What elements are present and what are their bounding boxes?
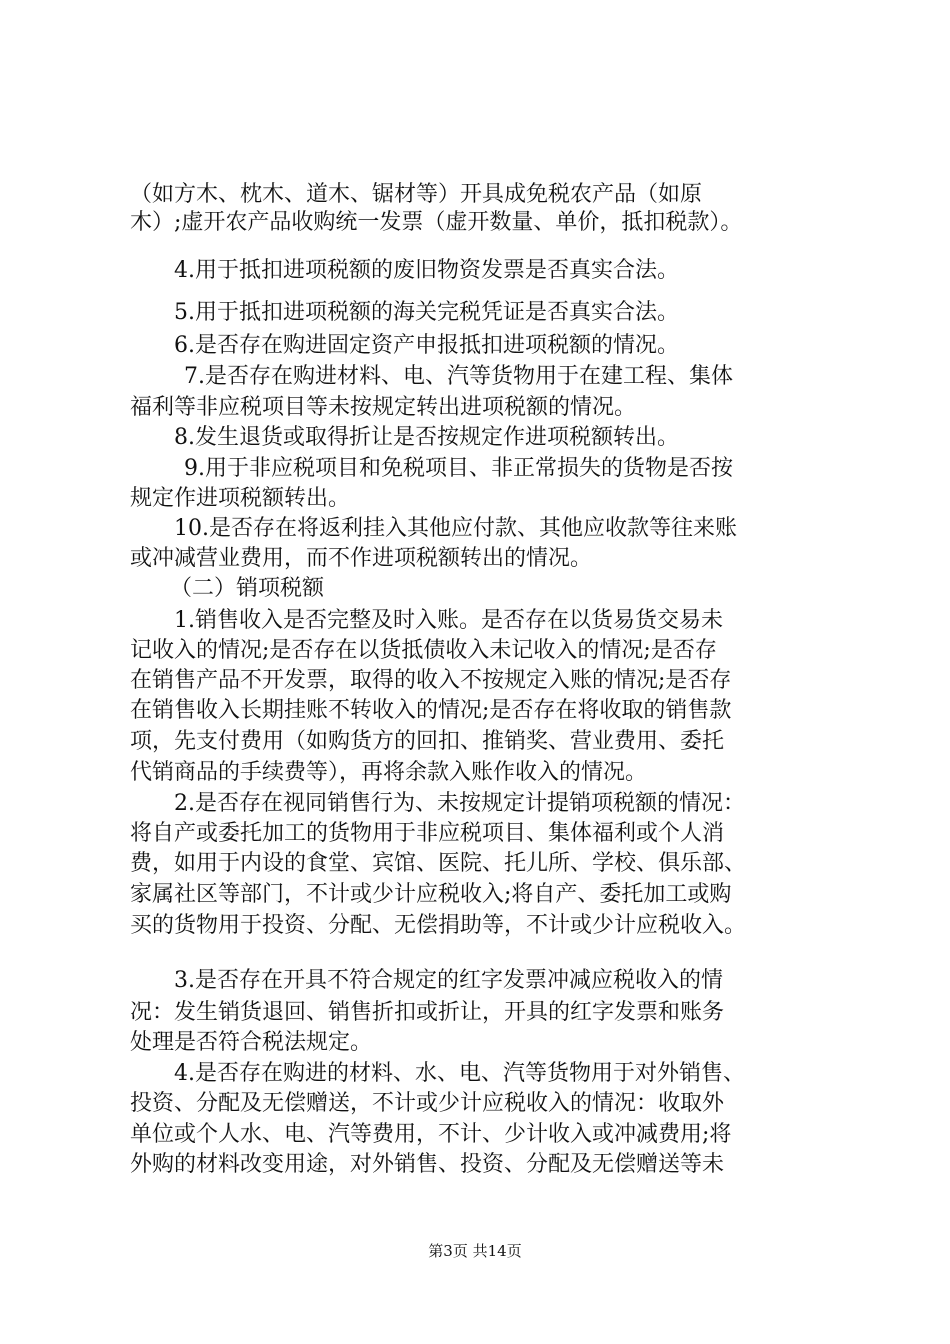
text-line: 投资、分配及无偿赠送，不计或少计应税收入的情况：收取外	[130, 1091, 725, 1116]
text-line: 买的货物用于投资、分配、无偿捐助等，不计或少计应税收入。	[130, 913, 747, 938]
text-line: 处理是否符合税法规定。	[130, 1030, 373, 1055]
text-line: 项，先支付费用（如购货方的回扣、推销奖、营业费用、委托	[130, 729, 725, 754]
text-line: （如方木、枕木、道木、锯材等）开具成免税农产品（如原	[130, 182, 703, 207]
text-line: 8.发生退货或取得折让是否按规定作进项税额转出。	[174, 425, 679, 450]
page-footer: 第3页 共14页	[428, 1242, 522, 1260]
text-line: 4.是否存在购进的材料、水、电、汽等货物用于对外销售、	[174, 1061, 745, 1086]
text-line: 记收入的情况;是否存在以货抵债收入未记收入的情况;是否存	[130, 638, 717, 663]
text-line: 外购的材料改变用途，对外销售、投资、分配及无偿赠送等未	[130, 1152, 725, 1177]
section-heading: （二）销项税额	[170, 576, 325, 601]
text-line: 10.是否存在将返利挂入其他应付款、其他应收款等往来账	[174, 516, 737, 541]
text-line: 木）;虚开农产品收购统一发票（虚开数量、单价，抵扣税款）。	[130, 210, 743, 235]
text-line: 规定作进项税额转出。	[130, 486, 351, 511]
text-line: 或冲减营业费用，而不作进项税额转出的情况。	[130, 546, 593, 571]
text-line: 况：发生销货退回、销售折扣或折让，开具的红字发票和账务	[130, 1000, 725, 1025]
text-line: 代销商品的手续费等），再将余款入账作收入的情况。	[130, 760, 648, 785]
text-line: 9.用于非应税项目和免税项目、非正常损失的货物是否按	[184, 456, 733, 481]
text-line: 单位或个人水、电、汽等费用，不计、少计收入或冲减费用;将	[130, 1122, 732, 1147]
text-line: 1.销售收入是否完整及时入账。是否存在以货易货交易未	[174, 608, 723, 633]
text-line: 5.用于抵扣进项税额的海关完税凭证是否真实合法。	[174, 300, 679, 325]
text-line: 将自产或委托加工的货物用于非应税项目、集体福利或个人消	[130, 821, 725, 846]
text-line: 在销售产品不开发票，取得的收入不按规定入账的情况;是否存	[130, 668, 732, 693]
text-line: 4.用于抵扣进项税额的废旧物资发票是否真实合法。	[174, 258, 679, 283]
text-line: 7.是否存在购进材料、电、汽等货物用于在建工程、集体	[184, 364, 733, 389]
text-line: 2.是否存在视同销售行为、未按规定计提销项税额的情况：	[174, 791, 745, 816]
text-line: 3.是否存在开具不符合规定的红字发票冲减应税收入的情	[174, 968, 723, 993]
text-line: 6.是否存在购进固定资产申报抵扣进项税额的情况。	[174, 333, 679, 358]
text-line: 家属社区等部门，不计或少计应税收入;将自产、委托加工或购	[130, 882, 732, 907]
text-line: 费，如用于内设的食堂、宾馆、医院、托儿所、学校、俱乐部、	[130, 851, 747, 876]
text-line: 在销售收入长期挂账不转收入的情况;是否存在将收取的销售款	[130, 698, 732, 723]
text-line: 福利等非应税项目等未按规定转出进项税额的情况。	[130, 395, 637, 420]
